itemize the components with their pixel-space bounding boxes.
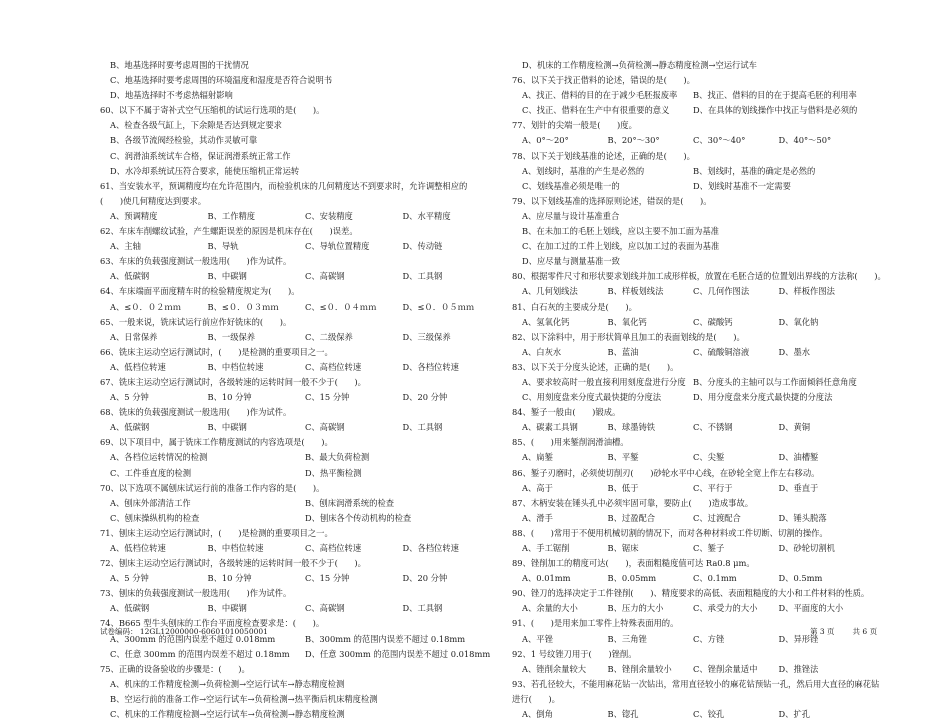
option-line: A、检查各级气缸上，下余隙是否达到规定要求 <box>110 120 282 131</box>
answer-option: C、錾子 <box>693 543 725 553</box>
answer-option: B、低于 <box>607 482 639 493</box>
answer-option: B、中档位转速 <box>207 543 264 553</box>
answer-options <box>100 496 500 511</box>
answer-option: C、导轨位置精度 <box>305 241 370 252</box>
answer-options <box>512 707 864 722</box>
question-text: 93、若孔径较大，不能用麻花钻一次钻出，常用直径较小的麻花钻预钻一孔，然后用大直径的麻花钻 <box>512 678 880 689</box>
answer-option: C、0.1mm <box>693 573 737 584</box>
answer-option: B、锯床 <box>607 543 639 553</box>
answer-option: A、低碳钢 <box>110 271 150 282</box>
answer-option: D、0.5mm <box>778 573 823 584</box>
answer-options <box>100 239 500 254</box>
option-line: C、地基选择时要考虑周围的环境温度和湿度是否符合说明书 <box>110 75 333 86</box>
answer-option: C、30°～40° <box>693 135 746 146</box>
question-text: 84、錾子一般由( )锻成。 <box>512 407 621 418</box>
answer-option: D、推锉法 <box>778 663 819 674</box>
question-text: 进行( )。 <box>512 693 560 704</box>
question-text: 88、( )常用于不便用机械切割的情况下，而对各种材料或工件切断、切割的操作。 <box>512 527 828 538</box>
option-line: A、应尽量与设计基准重合 <box>522 210 620 221</box>
answer-option: C、二级保养 <box>305 331 353 342</box>
answer-option: A、低碳钢 <box>110 603 150 614</box>
question-text: 71、刨床主运动空运行测试时，( )是检测的重要项目之一。 <box>100 527 333 538</box>
answer-option: A、刨床外部清洁工作 <box>110 497 191 508</box>
answer-option: A、5 分钟 <box>110 573 149 584</box>
question-text: ( )使几何精度达到要求。 <box>100 195 207 206</box>
answer-options <box>100 420 500 435</box>
answer-option: C、高碳钢 <box>305 271 345 282</box>
question-text: 60、以下不属于寄补式空气压缩机的试运行选项的是( )。 <box>100 105 325 116</box>
answer-option: A、低碳钢 <box>110 422 150 433</box>
question-text: 67、铣床主运动空运行测试时，各级转速的运转时间一般不少于( )。 <box>100 376 366 387</box>
answer-option: C、刨床操纵机构的检查 <box>110 512 200 523</box>
answer-option: B、300mm 的范围内误差不超过 0.18mm <box>305 633 466 644</box>
answer-option: A、余量的大小 <box>522 603 578 614</box>
answer-options <box>100 511 500 526</box>
option-line: B、地基选择时要考虑周围的干扰情况 <box>110 60 249 70</box>
answer-option: C、≤０．０４ｍｍ <box>305 301 377 312</box>
option-line: D、机床的工作精度检测→负荷检测→静态精度检测→空运行试车 <box>522 60 757 70</box>
page-indicator <box>810 626 895 637</box>
answer-option: D、任意 300mm 的范围内误差不超过 0.018mm <box>305 648 491 659</box>
question-text: 73、刨床的负载强度测试一般选用( )作为试件。 <box>100 588 292 599</box>
answer-option: B、蓝油 <box>607 346 639 357</box>
answer-option: A、碳素工具钢 <box>522 422 578 433</box>
answer-option: D、≤０．０５ｍｍ <box>402 301 475 312</box>
answer-option: B、样板划线法 <box>607 286 664 297</box>
answer-option: A、日常保养 <box>110 331 158 342</box>
answer-options <box>100 300 500 315</box>
exam-code: 试卷编码： 12GL12000000-60601010050001 <box>100 627 268 636</box>
left-column <box>100 58 500 722</box>
option-line: A、机床的工作精度检测→负荷检测→空运行试车→静态精度检测 <box>110 678 345 689</box>
option-line: D、应尽量与测量基准一致 <box>522 256 620 267</box>
answer-option: D、各档位转速 <box>402 543 459 553</box>
answer-option: D、油槽錾 <box>778 452 819 463</box>
answer-option: B、一级保养 <box>207 331 256 342</box>
answer-option: C、任意 300mm 的范围内误差不超过 0.18mm <box>110 648 290 659</box>
option-line: D、水冷却系统试压符合要求，能使压缩机正常运转 <box>110 165 300 176</box>
answer-options <box>512 284 864 299</box>
answer-options <box>512 345 864 360</box>
answer-option: D、传动链 <box>402 241 443 252</box>
answer-option: D、墨水 <box>778 346 811 357</box>
answer-option: A、0.01mm <box>522 573 571 584</box>
answer-option: C、承受力的大小 <box>693 603 758 614</box>
answer-option: C、高档位转速 <box>305 361 362 372</box>
answer-option: B、最大负荷检测 <box>305 452 370 463</box>
answer-options <box>100 330 500 345</box>
answer-option: C、尖錾 <box>693 452 725 463</box>
answer-option: A、高于 <box>522 482 553 493</box>
answer-options <box>100 466 500 481</box>
answer-option: D、20 分钟 <box>402 392 448 403</box>
option-line: B、各级节流阀经检验，其动作灵敏可靠 <box>110 135 258 146</box>
answer-options <box>100 571 500 586</box>
answer-option: B、锪孔 <box>607 709 639 720</box>
answer-option: C、15 分钟 <box>305 392 350 403</box>
answer-option: D、垂直于 <box>778 482 819 493</box>
answer-options <box>512 88 864 103</box>
answer-options <box>512 179 864 194</box>
answer-options <box>512 541 864 556</box>
answer-option: C、安装精度 <box>305 210 353 221</box>
answer-option: A、氢氧化钙 <box>522 316 570 327</box>
answer-option: C、硫酸铜溶液 <box>693 346 750 357</box>
answer-option: A、几何划线法 <box>522 286 578 297</box>
answer-option: B、≤０．０３ｍｍ <box>207 301 279 312</box>
answer-option: B、压力的大小 <box>607 603 664 614</box>
question-text: 89、锉削加工的精度可达( )，表面粗糙度值可达 Ra0.8 μm。 <box>512 558 755 569</box>
answer-options <box>512 133 864 148</box>
answer-option: A、平锉 <box>522 633 553 644</box>
question-text: 86、錾子刃磨时，必须使切削刃( )砂轮水平中心线，在砂轮全宽上作左右移动。 <box>512 467 820 478</box>
answer-option: D、20 分钟 <box>402 573 448 584</box>
answer-options <box>512 103 864 118</box>
question-text: 82、以下涂料中，用于形状简单且加工的表面划线的是( )。 <box>512 331 745 342</box>
question-text: 87、木柄安装在锤头孔中必须牢固可靠，要防止( )造成事故。 <box>512 497 754 508</box>
question-text: 74、B665 型牛头刨床的工作台平面度检查要求是：( )。 <box>100 618 325 629</box>
answer-option: B、分度头的主轴可以与工作面倾斜任意角度 <box>693 376 857 387</box>
question-text: 77、划针的尖端一般是( )度。 <box>512 120 637 131</box>
answer-options <box>100 541 500 556</box>
answer-option: B、过盈配合 <box>607 512 656 523</box>
answer-option: D、样板作图法 <box>778 286 835 297</box>
option-line: C、在加工过的工件上划线，应以加工过的表面为基准 <box>522 241 720 252</box>
answer-options <box>512 390 864 405</box>
answer-option: A、5 分钟 <box>110 392 149 403</box>
answer-option: D、工具钢 <box>402 422 443 433</box>
answer-option: B、氧化钙 <box>607 316 647 327</box>
option-line: C、机床的工作精度检测→空运行试车→负荷检测→静态精度检测 <box>110 709 345 720</box>
answer-option: A、扁錾 <box>522 452 553 463</box>
question-text: 66、铣床主运动空运行测试时，( )是检测的重要项目之一。 <box>100 346 333 357</box>
answer-options <box>512 315 864 330</box>
answer-option: B、0.05mm <box>607 573 657 584</box>
answer-option: D、锤头脱落 <box>778 512 827 523</box>
page-number: 第 3 页 <box>810 627 835 636</box>
question-text: 85、( )用来錾削润滑油槽。 <box>512 437 629 448</box>
answer-option: B、锉削余量较小 <box>607 663 672 674</box>
answer-option: A、低档位转速 <box>110 361 166 372</box>
answer-options <box>512 375 864 390</box>
answer-option: B、10 分钟 <box>207 392 252 403</box>
answer-option: D、平面度的大小 <box>778 603 844 614</box>
answer-options <box>512 571 864 586</box>
answer-option: C、过渡配合 <box>693 512 741 523</box>
answer-option: C、划线基准必须是唯一的 <box>522 180 620 191</box>
answer-option: D、砂轮切割机 <box>778 543 835 553</box>
answer-option: A、白灰水 <box>522 346 562 357</box>
answer-option: C、方锉 <box>693 633 725 644</box>
answer-option: B、三角锉 <box>607 633 647 644</box>
question-text: 69、以下项目中，属于铣床工作精度测试的内容选项是( )。 <box>100 437 333 448</box>
answer-option: D、划线时基准不一定需要 <box>693 180 791 191</box>
question-text: 90、锉刀的选择决定于工件锉削( )、精度要求的高低、表面粗糙度的大小和工件材料的性质。 <box>512 588 870 599</box>
answer-option: A、手工锯削 <box>522 543 570 553</box>
answer-option: B、平錾 <box>607 452 639 463</box>
answer-option: D、工具钢 <box>402 603 443 614</box>
answer-options <box>100 390 500 405</box>
answer-option: D、工具钢 <box>402 271 443 282</box>
answer-option: D、异形锉 <box>778 633 819 644</box>
answer-options <box>100 450 500 465</box>
answer-option: B、刨床润滑系统的检查 <box>305 497 395 508</box>
question-text: 76、以下关于找正借料的论述，错误的是( )。 <box>512 75 695 86</box>
question-text: 61、当安装水平，预调精度均在允许范围内，而检验机床的几何精度达不到要求时，允许调整相应的 <box>100 180 468 191</box>
answer-option: A、各档位运转情况的检测 <box>110 452 208 463</box>
question-text: 80、根据零件尺寸和形状要求划线并加工成形样板，放置在毛胚合适的位置划出界线的方法称( )。 <box>512 271 886 282</box>
answer-options <box>512 481 864 496</box>
answer-option: C、高碳钢 <box>305 603 345 614</box>
answer-option: B、中碳钢 <box>207 603 247 614</box>
answer-options <box>512 450 864 465</box>
answer-option: B、工作精度 <box>207 210 256 221</box>
answer-options <box>512 164 864 179</box>
answer-options <box>100 601 500 616</box>
answer-option: D、40°～50° <box>778 135 832 146</box>
answer-options <box>512 511 864 526</box>
answer-option: C、用刻度盘来分度式最快捷的分度法 <box>522 392 662 403</box>
answer-option: A、倒角 <box>522 709 553 720</box>
answer-option: D、在具体的划线操作中找正与借料是必须的 <box>693 105 858 116</box>
answer-option: A、要求较高时一般直接利用刻度盘进行分度 <box>522 376 686 387</box>
option-line: B、空运行前的准备工作→空运行试车→负荷检测→热平衡后机床精度检测 <box>110 693 378 704</box>
answer-option: C、铰孔 <box>693 709 725 720</box>
answer-option: A、低档位转速 <box>110 543 166 553</box>
question-text: 72、刨床主运动空运行测试时，各级转速的运转时间一般不少于( )。 <box>100 558 366 569</box>
answer-option: B、球墨铸铁 <box>607 422 656 433</box>
answer-option: B、10 分钟 <box>207 573 252 584</box>
question-text: 70、以下选项不属刨床试运行前的准备工作内容的是( )。 <box>100 482 325 493</box>
answer-option: D、黄铜 <box>778 422 811 433</box>
answer-option: D、水平精度 <box>402 210 451 221</box>
question-text: 78、以下关于划线基准的论述，正确的是( )。 <box>512 150 695 161</box>
question-text: 92、1 号纹锉刀用于( )锉削。 <box>512 648 637 659</box>
question-text: 65、一般来说，铣床试运行前应作好铣床的( )。 <box>100 316 292 327</box>
answer-option: B、中档位转速 <box>207 361 264 372</box>
answer-option: B、导轨 <box>207 241 239 252</box>
answer-option: D、各档位转速 <box>402 361 459 372</box>
question-text: 91、( )是用来加工零件上特殊表面用的。 <box>512 618 679 629</box>
answer-option: C、几何作图法 <box>693 286 750 297</box>
answer-option: C、工件垂直度的检测 <box>110 467 192 478</box>
question-text: 64、车床端面平面度精车时的检验精度规定为( )。 <box>100 286 300 297</box>
answer-option: C、平行于 <box>693 482 733 493</box>
question-text: 62、车床车削螺纹试验，产生螺距误差的原因是机床存在( )误差。 <box>100 226 358 237</box>
answer-options <box>512 420 864 435</box>
option-line: C、润滑油系统试车合格，保证润滑系统正常工作 <box>110 150 291 161</box>
answer-option: D、用分度盘来分度式最快捷的分度法 <box>693 392 833 403</box>
answer-option: B、20°～30° <box>607 135 660 146</box>
question-text: 79、以下划线基准的选择原则论述，错误的是( )。 <box>512 195 712 206</box>
option-line: B、在未加工的毛胚上划线，应以主要不加工面为基准 <box>522 226 719 237</box>
answer-option: D、刨床各个传动机构的检查 <box>305 512 412 523</box>
answer-options <box>100 360 500 375</box>
answer-option: A、预调精度 <box>110 210 158 221</box>
question-text: 81、白石灰的主要成分是( )。 <box>512 301 637 312</box>
question-text: 75、正确的设备验收的步骤是：( )。 <box>100 663 250 674</box>
answer-option: C、锉削余量适中 <box>693 663 758 674</box>
answer-option: C、高碳钢 <box>305 422 345 433</box>
answer-option: D、氧化钠 <box>778 316 819 327</box>
answer-option: B、划线时，基准的确定是必然的 <box>693 165 816 176</box>
answer-option: A、锉削余量较大 <box>522 663 587 674</box>
answer-options <box>512 662 864 677</box>
answer-option: C、不锈钢 <box>693 422 733 433</box>
answer-option: A、300mm 的范围内误差不超过 0.018mm <box>110 633 276 644</box>
question-text: 83、以下关于分度头论述，正确的是( )。 <box>512 361 679 372</box>
answer-options <box>100 647 500 662</box>
answer-options <box>100 209 500 224</box>
answer-option: A、划线时，基准的产生是必然的 <box>522 165 645 176</box>
answer-option: B、中碳钢 <box>207 271 247 282</box>
answer-option: A、0°～20° <box>522 135 569 146</box>
answer-options <box>100 269 500 284</box>
answer-option: A、滑手 <box>522 512 553 523</box>
option-line: D、地基选择时不考虑热辐射影响 <box>110 90 233 101</box>
answer-option: C、碳酸钙 <box>693 316 733 327</box>
answer-options <box>512 601 864 616</box>
question-text: 68、铣床的负载强度测试一般选用( )作为试件。 <box>100 407 292 418</box>
answer-option: C、15 分钟 <box>305 573 350 584</box>
page-total: 共 6 页 <box>852 627 878 636</box>
question-text: 63、车床的负载强度测试一般选用( )作为试件。 <box>100 256 292 267</box>
answer-option: A、主轴 <box>110 241 141 252</box>
answer-option: C、高档位转速 <box>305 543 362 553</box>
answer-option: D、三级保养 <box>402 331 451 342</box>
answer-option: A、≤０．０２ｍｍ <box>110 301 182 312</box>
answer-option: A、找正、借料的目的在于减少毛胚报废率 <box>522 90 678 101</box>
answer-option: B、找正、借料的目的在于提高毛胚的利用率 <box>693 90 857 101</box>
answer-option: C、找正、借料在生产中有很重要的意义 <box>522 105 670 116</box>
answer-option: B、中碳钢 <box>207 422 247 433</box>
answer-option: D、热平衡检测 <box>305 467 362 478</box>
answer-option: D、扩孔 <box>778 709 811 720</box>
